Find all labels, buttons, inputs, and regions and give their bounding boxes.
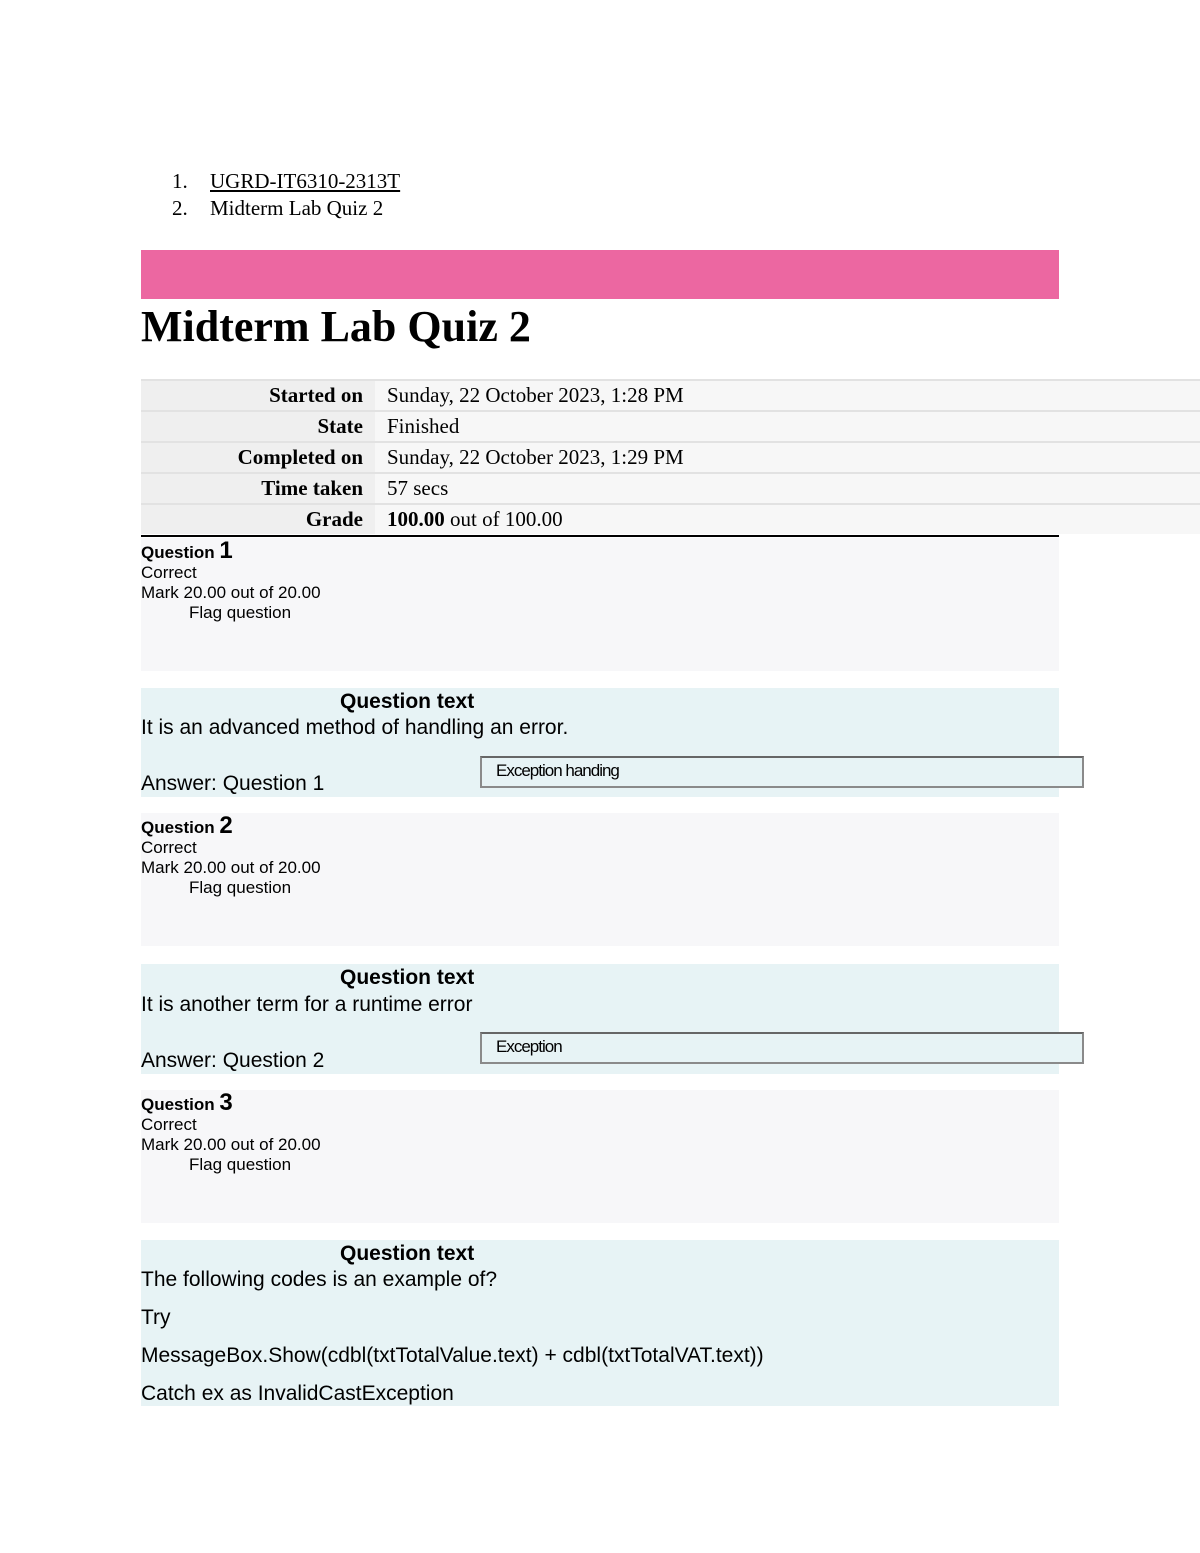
question-label: Question — [141, 1095, 215, 1114]
question-content-1 — [141, 688, 1059, 797]
answer-label: Answer: Question 2 — [141, 1049, 325, 1072]
breadcrumb-item-quiz — [172, 195, 400, 222]
question-status: Correct — [141, 563, 197, 582]
summary-row-completed — [141, 442, 1200, 473]
grade-score: 100.00 — [387, 507, 445, 531]
question-title — [141, 812, 1059, 839]
code-line: MessageBox.Show(cdbl(txtTotalValue.text) + cdbl(txtTotalVAT.text)) — [141, 1344, 764, 1367]
answer-field[interactable]: Exception handing — [480, 756, 1084, 788]
page-title: Midterm Lab Quiz 2 — [141, 302, 531, 351]
grade-rest: out of 100.00 — [444, 507, 563, 531]
question-mark: Mark 20.00 out of 20.00 — [141, 1135, 321, 1154]
question-info-2 — [141, 813, 1059, 946]
breadcrumb-number: 2. — [172, 196, 188, 220]
summary-label: State — [141, 411, 375, 442]
summary-label: Grade — [141, 504, 375, 534]
summary-row-grade — [141, 504, 1200, 534]
question-text: The following codes is an example of? — [141, 1268, 498, 1291]
question-number: 2 — [219, 812, 233, 839]
breadcrumb-number: 1. — [172, 169, 188, 193]
question-info-3 — [141, 1090, 1059, 1223]
summary-label: Started on — [141, 380, 375, 411]
question-mark: Mark 20.00 out of 20.00 — [141, 858, 321, 877]
question-text-heading: Question text — [340, 690, 475, 713]
breadcrumb-link-course[interactable]: UGRD-IT6310-2313T — [210, 169, 401, 193]
summary-row-started — [141, 380, 1200, 411]
summary-value: Sunday, 22 October 2023, 1:28 PM — [375, 380, 1200, 411]
question-label: Question — [141, 543, 215, 562]
code-line: Try — [141, 1306, 171, 1329]
breadcrumb-item-course — [172, 168, 400, 195]
question-info-1 — [141, 538, 1059, 671]
question-text-heading: Question text — [340, 966, 475, 989]
breadcrumb-current: Midterm Lab Quiz 2 — [210, 196, 384, 220]
question-status: Correct — [141, 838, 197, 857]
question-label: Question — [141, 818, 215, 837]
summary-value-grade — [375, 504, 1200, 534]
flag-question-link[interactable]: Flag question — [189, 603, 292, 622]
summary-value: 57 secs — [375, 473, 1200, 504]
question-number: 1 — [219, 537, 233, 564]
summary-label: Time taken — [141, 473, 375, 504]
question-text: It is another term for a runtime error — [141, 993, 473, 1016]
question-text: It is an advanced method of handling an error. — [141, 716, 569, 739]
code-line: Catch ex as InvalidCastException — [141, 1382, 454, 1405]
question-title — [141, 537, 1059, 564]
summary-row-time — [141, 473, 1200, 504]
question-title — [141, 1089, 1059, 1116]
question-content-3 — [141, 1240, 1059, 1406]
question-number: 3 — [219, 1089, 233, 1116]
header-bar — [141, 250, 1059, 299]
summary-value: Finished — [375, 411, 1200, 442]
summary-value: Sunday, 22 October 2023, 1:29 PM — [375, 442, 1200, 473]
divider — [141, 535, 1059, 537]
flag-question-link[interactable]: Flag question — [189, 878, 292, 897]
answer-field[interactable]: Exception — [480, 1032, 1084, 1064]
question-mark: Mark 20.00 out of 20.00 — [141, 583, 321, 602]
flag-question-link[interactable]: Flag question — [189, 1155, 292, 1174]
summary-row-state — [141, 411, 1200, 442]
question-text-heading: Question text — [340, 1242, 475, 1265]
question-content-2 — [141, 964, 1059, 1074]
question-status: Correct — [141, 1115, 197, 1134]
attempt-summary-table — [141, 379, 1200, 534]
summary-label: Completed on — [141, 442, 375, 473]
breadcrumb — [172, 168, 400, 222]
answer-label: Answer: Question 1 — [141, 772, 325, 795]
